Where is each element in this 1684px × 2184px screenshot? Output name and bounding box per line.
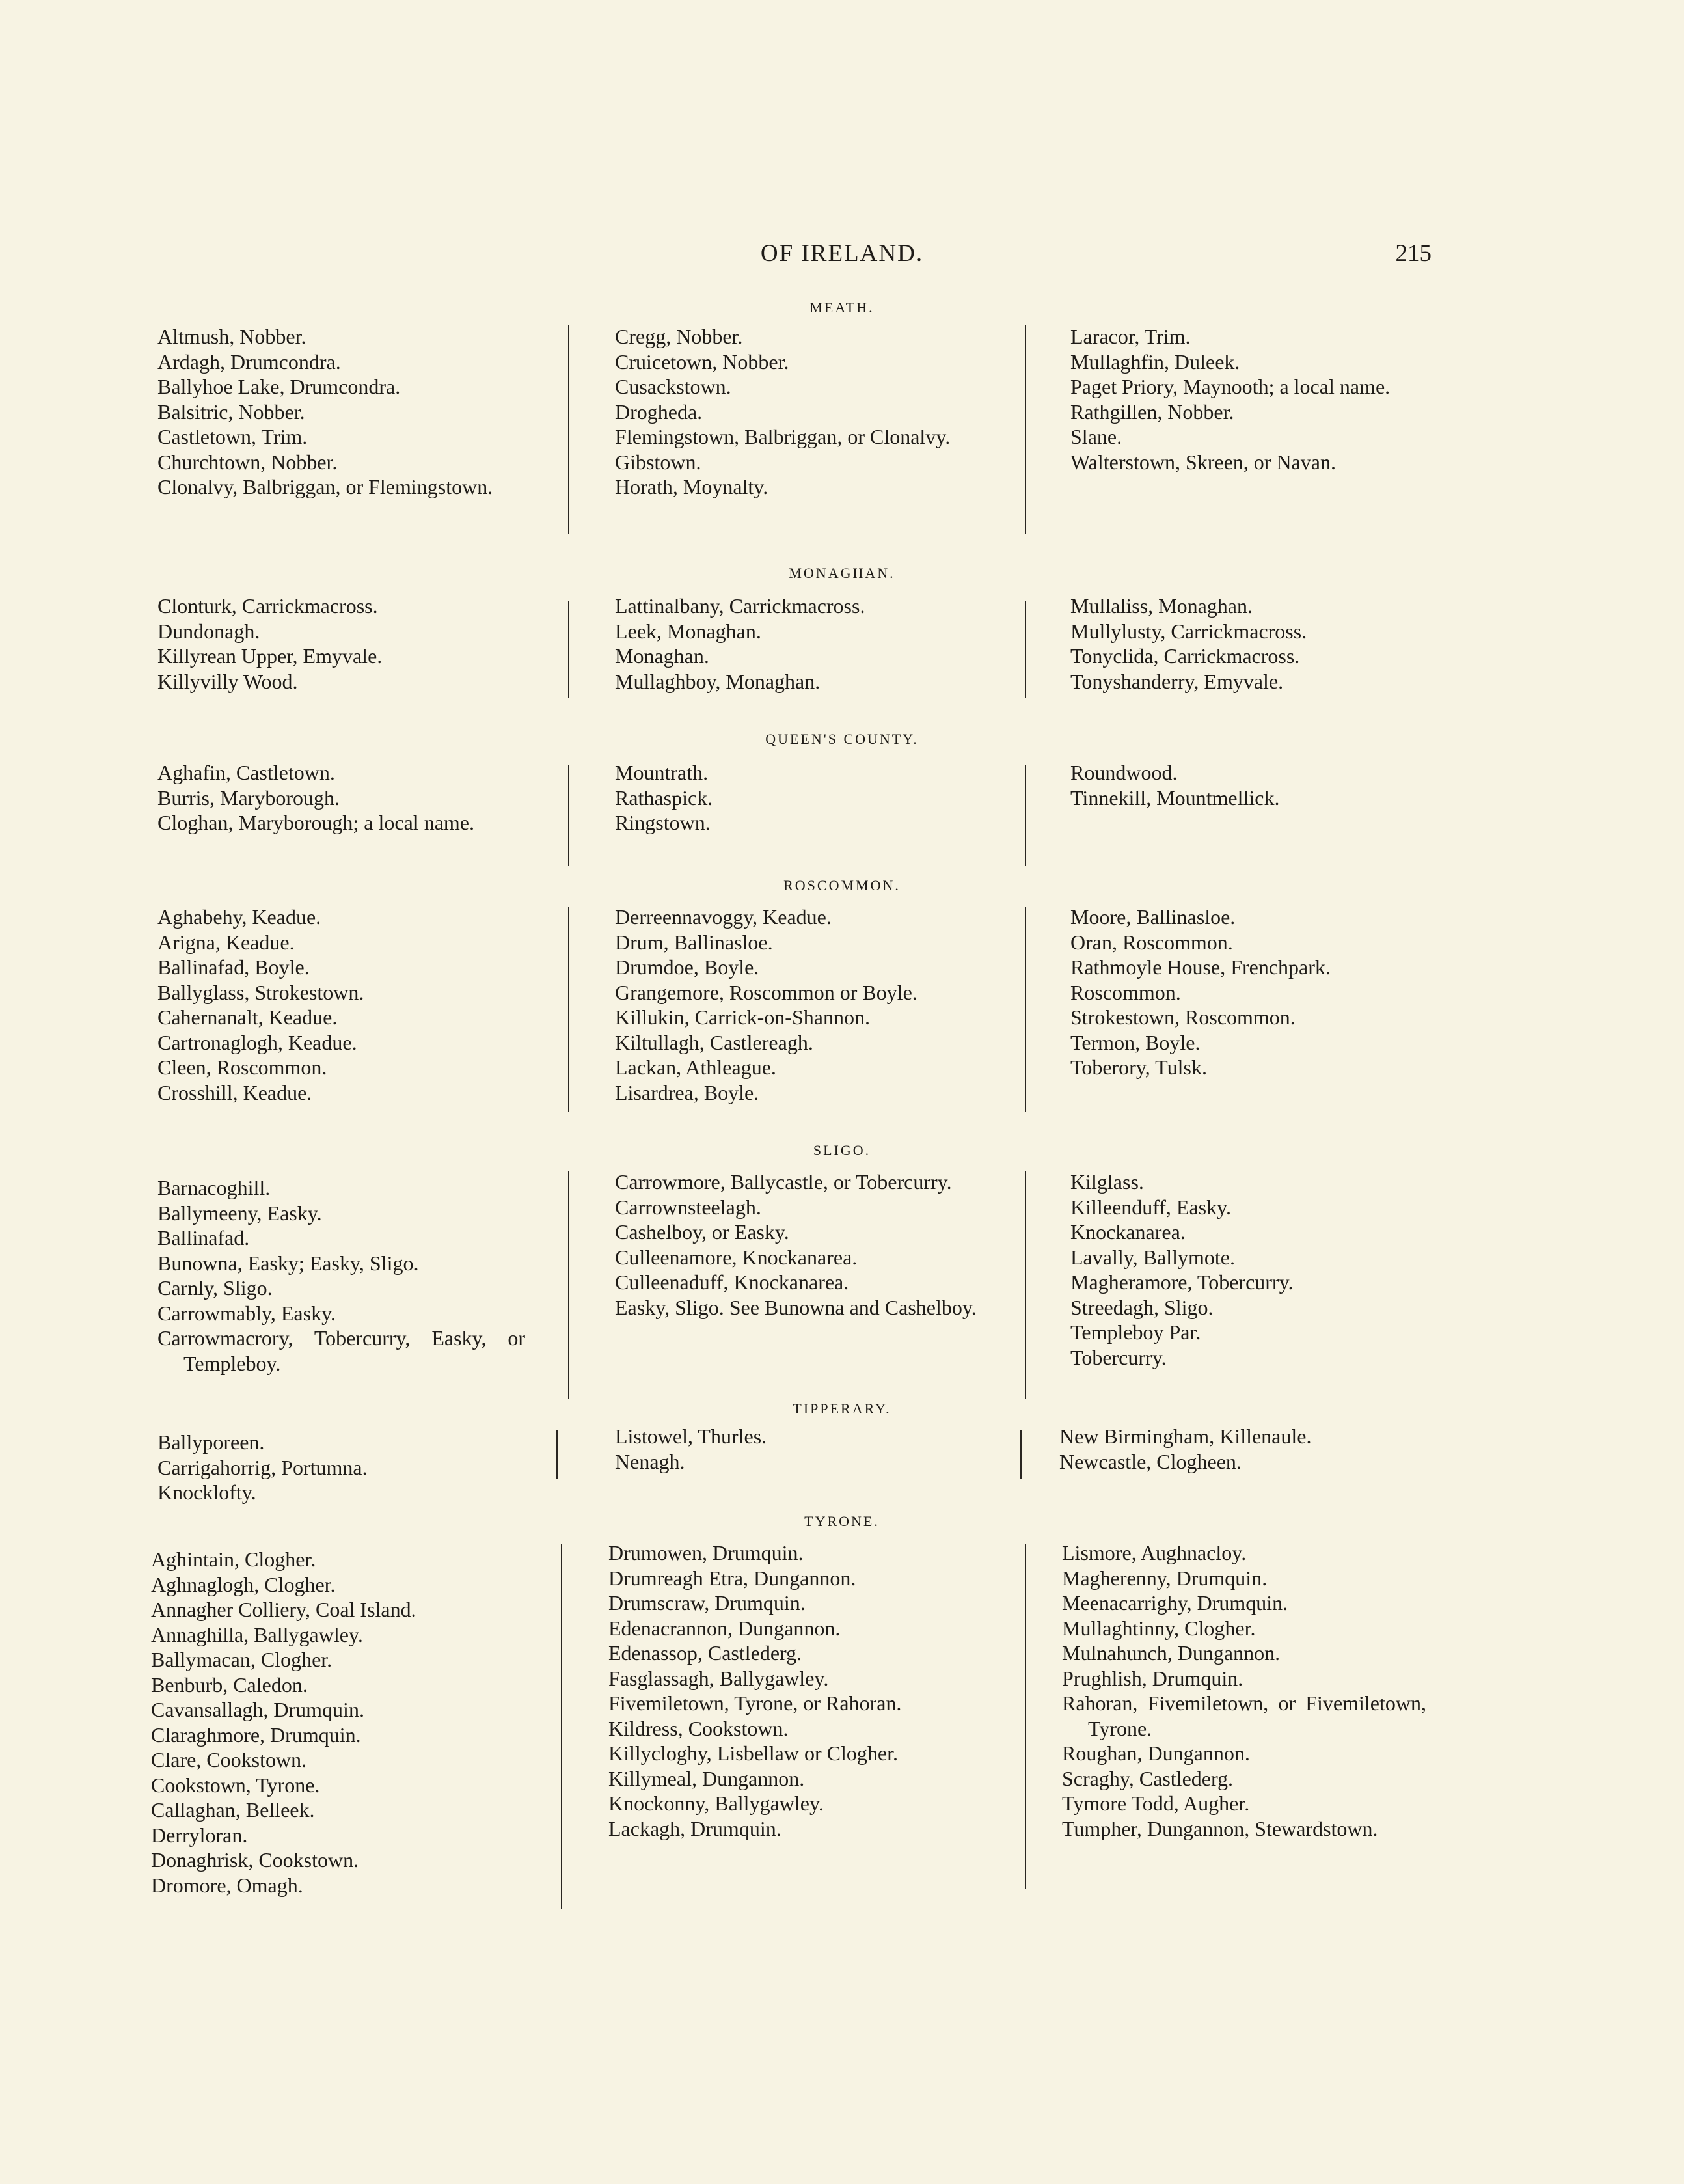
list-item: Crosshill, Keadue. — [157, 1080, 312, 1104]
county-heading: TYRONE. — [804, 1513, 880, 1529]
list-item: Roscommon. — [1070, 980, 1181, 1004]
list-item: Templeboy Par. — [1070, 1320, 1201, 1344]
list-item: Cartronaglogh, Keadue. — [157, 1030, 357, 1054]
column-divider — [568, 601, 569, 698]
list-item: Ballyhoe Lake, Drumcondra. — [157, 375, 401, 398]
list-item: Lisardrea, Boyle. — [615, 1080, 759, 1104]
list-item: Drogheda. — [615, 400, 703, 424]
list-item: Kilglass. — [1070, 1170, 1144, 1194]
list-item: Fivemiletown, Tyrone, or Rahoran. — [608, 1691, 902, 1715]
list-item: Rathaspick. — [615, 785, 713, 810]
list-item: Cusackstown. — [615, 375, 731, 398]
column-1 — [151, 1547, 519, 1898]
list-item: Drumdoe, Boyle. — [615, 955, 759, 979]
column-2 — [615, 1424, 979, 1474]
list-item: Ardagh, Drumcondra. — [157, 349, 341, 374]
list-item: Toberory, Tulsk. — [1070, 1056, 1207, 1079]
list-item: Carrigahorrig, Portumna. — [157, 1455, 368, 1479]
list-item: Lackan, Athleague. — [615, 1056, 776, 1079]
county-heading: TIPPERARY. — [793, 1400, 891, 1417]
list-item: Streedagh, Sligo. — [1070, 1295, 1214, 1319]
list-item: Cregg, Nobber. — [615, 325, 743, 348]
list-item: Slane. — [1070, 425, 1122, 448]
list-item: Claraghmore, Drumquin. — [151, 1723, 361, 1747]
column-3 — [1070, 594, 1435, 694]
column-divider — [568, 325, 569, 534]
column-1 — [157, 1175, 525, 1376]
list-item: Carrowmacrory, Tobercurry, Easky, or Templeboy. — [157, 1326, 525, 1375]
list-item: Carnly, Sligo. — [157, 1276, 273, 1300]
list-item: Nenagh. — [615, 1449, 685, 1473]
list-item: Lismore, Aughnacloy. — [1062, 1541, 1247, 1564]
list-item: Roundwood. — [1070, 761, 1178, 784]
list-item: Lattinalbany, Carrickmacross. — [615, 594, 865, 618]
list-item: Mullaghtinny, Clogher. — [1062, 1616, 1256, 1640]
list-item: Rahoran, Fivemiletown, or Fivemiletown, Tyrone. — [1062, 1691, 1426, 1740]
list-item: Mullaghfin, Duleek. — [1070, 349, 1240, 374]
list-item: Tinnekill, Mountmellick. — [1070, 785, 1280, 810]
list-item: Knocklofty. — [157, 1481, 256, 1504]
list-item: Derreennavoggy, Keadue. — [615, 905, 832, 929]
list-item: Mulnahunch, Dungannon. — [1062, 1641, 1281, 1665]
list-item: Killukin, Carrick-on-Shannon. — [615, 1005, 870, 1029]
column-divider — [561, 1544, 562, 1909]
list-item: Lavally, Ballymote. — [1070, 1245, 1235, 1269]
list-item: Churchtown, Nobber. — [157, 450, 338, 474]
list-item: Oran, Roscommon. — [1070, 930, 1233, 954]
list-item: Aghintain, Clogher. — [151, 1548, 316, 1571]
list-item: Clonturk, Carrickmacross. — [157, 594, 378, 618]
list-item: Balsitric, Nobber. — [157, 400, 305, 424]
list-item: Dundonagh. — [157, 619, 260, 643]
list-item: Lackagh, Drumquin. — [608, 1816, 781, 1840]
list-item: Ballinafad, Boyle. — [157, 955, 310, 979]
list-item: Roughan, Dungannon. — [1062, 1741, 1250, 1765]
column-divider — [1025, 765, 1026, 866]
list-item: Mullylusty, Carrickmacross. — [1070, 619, 1307, 643]
column-divider — [568, 765, 569, 866]
list-item: Ballyglass, Strokestown. — [157, 980, 364, 1004]
list-item: Moore, Ballinasloe. — [1070, 905, 1236, 929]
list-item: Horath, Moynalty. — [615, 475, 768, 498]
list-item: Cahernanalt, Keadue. — [157, 1005, 338, 1029]
county-heading: MONAGHAN. — [789, 565, 895, 581]
list-item: Carrowmably, Easky. — [157, 1301, 336, 1325]
list-item: Cruicetown, Nobber. — [615, 349, 789, 374]
column-1 — [157, 760, 525, 836]
list-item: Benburb, Caledon. — [151, 1672, 308, 1697]
column-3 — [1070, 760, 1435, 810]
list-item: Gibstown. — [615, 450, 701, 474]
list-item: Killyvilly Wood. — [157, 669, 298, 693]
list-item: Killymeal, Dungannon. — [608, 1766, 805, 1790]
list-item: Culleenaduff, Knockanarea. — [615, 1270, 849, 1294]
column-3 — [1070, 1169, 1435, 1370]
list-item: New Birmingham, Killenaule. — [1059, 1425, 1312, 1448]
list-item: Cloghan, Maryborough; a local name. — [157, 811, 474, 834]
county-heading: SLIGO. — [813, 1142, 871, 1158]
list-item: Ringstown. — [615, 811, 711, 834]
column-3 — [1070, 905, 1435, 1080]
column-divider — [1025, 601, 1026, 698]
list-item: Laracor, Trim. — [1070, 325, 1191, 348]
list-item: Drumreagh Etra, Dungannon. — [608, 1566, 856, 1590]
list-item: Castletown, Trim. — [157, 425, 308, 448]
list-item: Killeenduff, Easky. — [1070, 1195, 1232, 1219]
list-item: Aghafin, Castletown. — [157, 761, 335, 784]
list-item: Aghabehy, Keadue. — [157, 905, 321, 929]
list-item: Burris, Maryborough. — [157, 785, 340, 810]
list-item: Cleen, Roscommon. — [157, 1056, 327, 1079]
list-item: Ballinafad. — [157, 1226, 250, 1249]
column-2 — [615, 594, 979, 694]
list-item: Knockonny, Ballygawley. — [608, 1792, 824, 1815]
list-item: Mullaliss, Monaghan. — [1070, 594, 1253, 618]
column-divider — [1025, 1544, 1026, 1889]
list-item: Drumscraw, Drumquin. — [608, 1591, 806, 1615]
running-title: OF IRELAND. — [760, 240, 924, 267]
list-item: Altmush, Nobber. — [157, 325, 306, 348]
list-item: Ballymacan, Clogher. — [151, 1648, 333, 1671]
column-2 — [615, 905, 979, 1105]
county-heading: ROSCOMMON. — [783, 877, 901, 894]
list-item: Termon, Boyle. — [1070, 1030, 1201, 1054]
list-item: Listowel, Thurles. — [615, 1425, 767, 1448]
list-item: Edenassop, Castlederg. — [608, 1641, 802, 1665]
column-1 — [157, 1430, 525, 1505]
page-number: 215 — [1395, 240, 1432, 267]
column-1 — [157, 594, 525, 694]
column-divider — [568, 907, 569, 1112]
list-item: Cookstown, Tyrone. — [151, 1773, 320, 1797]
column-2 — [615, 1169, 979, 1320]
county-heading: QUEEN'S COUNTY. — [765, 731, 919, 747]
list-item: Paget Priory, Maynooth; a local name. — [1070, 375, 1391, 398]
column-1 — [157, 905, 525, 1105]
list-item: Rathmoyle House, Frenchpark. — [1070, 955, 1331, 979]
column-divider — [1025, 1171, 1026, 1399]
list-item: Ballyporeen. — [157, 1430, 265, 1454]
list-item: Fasglassagh, Ballygawley. — [608, 1666, 829, 1690]
list-item: Scraghy, Castlederg. — [1062, 1766, 1234, 1790]
column-divider — [568, 1171, 569, 1399]
list-item: Dromore, Omagh. — [151, 1873, 303, 1897]
county-heading: MEATH. — [809, 299, 875, 316]
column-1 — [157, 324, 525, 500]
list-item: Knockanarea. — [1070, 1220, 1186, 1244]
list-item: Carrownsteelagh. — [615, 1195, 761, 1219]
list-item: Kildress, Cookstown. — [608, 1716, 789, 1740]
column-3 — [1059, 1424, 1424, 1474]
list-item: Mountrath. — [615, 761, 709, 784]
column-2 — [615, 760, 979, 836]
list-item: Culleenamore, Knockanarea. — [615, 1245, 858, 1269]
list-item: Annagher Colliery, Coal Island. — [151, 1598, 416, 1621]
list-item: Mullaghboy, Monaghan. — [615, 669, 821, 693]
list-item: Kiltullagh, Castlereagh. — [615, 1030, 813, 1054]
list-item: Callaghan, Belleek. — [151, 1798, 315, 1822]
list-item: Aghnaglogh, Clogher. — [151, 1572, 336, 1596]
list-item: Rathgillen, Nobber. — [1070, 400, 1234, 424]
list-item: Flemingstown, Balbriggan, or Clonalvy. — [615, 425, 951, 448]
list-item: Donaghrisk, Cookstown. — [151, 1848, 359, 1872]
list-item: Grangemore, Roscommon or Boyle. — [615, 980, 917, 1004]
list-item: Meenacarrighy, Drumquin. — [1062, 1591, 1288, 1615]
column-divider — [1025, 325, 1026, 534]
list-item: Bunowna, Easky; Easky, Sligo. — [157, 1251, 419, 1275]
list-item: Tymore Todd, Augher. — [1062, 1792, 1250, 1815]
list-item: Magherenny, Drumquin. — [1062, 1566, 1268, 1590]
list-item: Ballymeeny, Easky. — [157, 1201, 322, 1225]
list-item: Leek, Monaghan. — [615, 619, 761, 643]
list-item: Strokestown, Roscommon. — [1070, 1005, 1296, 1029]
list-item: Magheramore, Tobercurry. — [1070, 1270, 1294, 1294]
column-3 — [1070, 324, 1435, 474]
list-item: Easky, Sligo. See Bunowna and Cashelboy. — [615, 1295, 977, 1319]
list-item: Cavansallagh, Drumquin. — [151, 1698, 364, 1721]
list-item: Derryloran. — [151, 1823, 248, 1847]
column-3 — [1062, 1540, 1426, 1841]
list-item: Newcastle, Clogheen. — [1059, 1449, 1242, 1473]
list-item: Drum, Ballinasloe. — [615, 930, 773, 954]
list-item: Carrowmore, Ballycastle, or Tobercurry. — [615, 1170, 952, 1194]
list-item: Tonyshanderry, Emyvale. — [1070, 669, 1284, 693]
list-item: Edenacrannon, Dungannon. — [608, 1616, 841, 1640]
list-item: Cashelboy, or Easky. — [615, 1220, 789, 1244]
list-item: Walterstown, Skreen, or Navan. — [1070, 450, 1336, 474]
list-item: Arigna, Keadue. — [157, 930, 295, 954]
column-2 — [608, 1540, 973, 1841]
list-item: Killycloghy, Lisbellaw or Clogher. — [608, 1741, 898, 1765]
list-item: Tobercurry. — [1070, 1345, 1167, 1369]
list-item: Barnacoghill. — [157, 1176, 271, 1199]
column-divider — [1025, 907, 1026, 1112]
list-item: Clare, Cookstown. — [151, 1748, 307, 1771]
list-item: Drumowen, Drumquin. — [608, 1541, 804, 1564]
column-divider — [556, 1430, 558, 1479]
column-2 — [615, 324, 979, 500]
column-divider — [1020, 1430, 1022, 1479]
list-item: Monaghan. — [615, 644, 709, 668]
list-item: Tonyclida, Carrickmacross. — [1070, 644, 1300, 668]
list-item: Killyrean Upper, Emyvale. — [157, 644, 383, 668]
list-item: Tumpher, Dungannon, Stewardstown. — [1062, 1816, 1378, 1840]
list-item: Annaghilla, Ballygawley. — [151, 1622, 363, 1646]
list-item: Clonalvy, Balbriggan, or Flemingstown. — [157, 475, 493, 498]
list-item: Prughlish, Drumquin. — [1062, 1666, 1243, 1690]
